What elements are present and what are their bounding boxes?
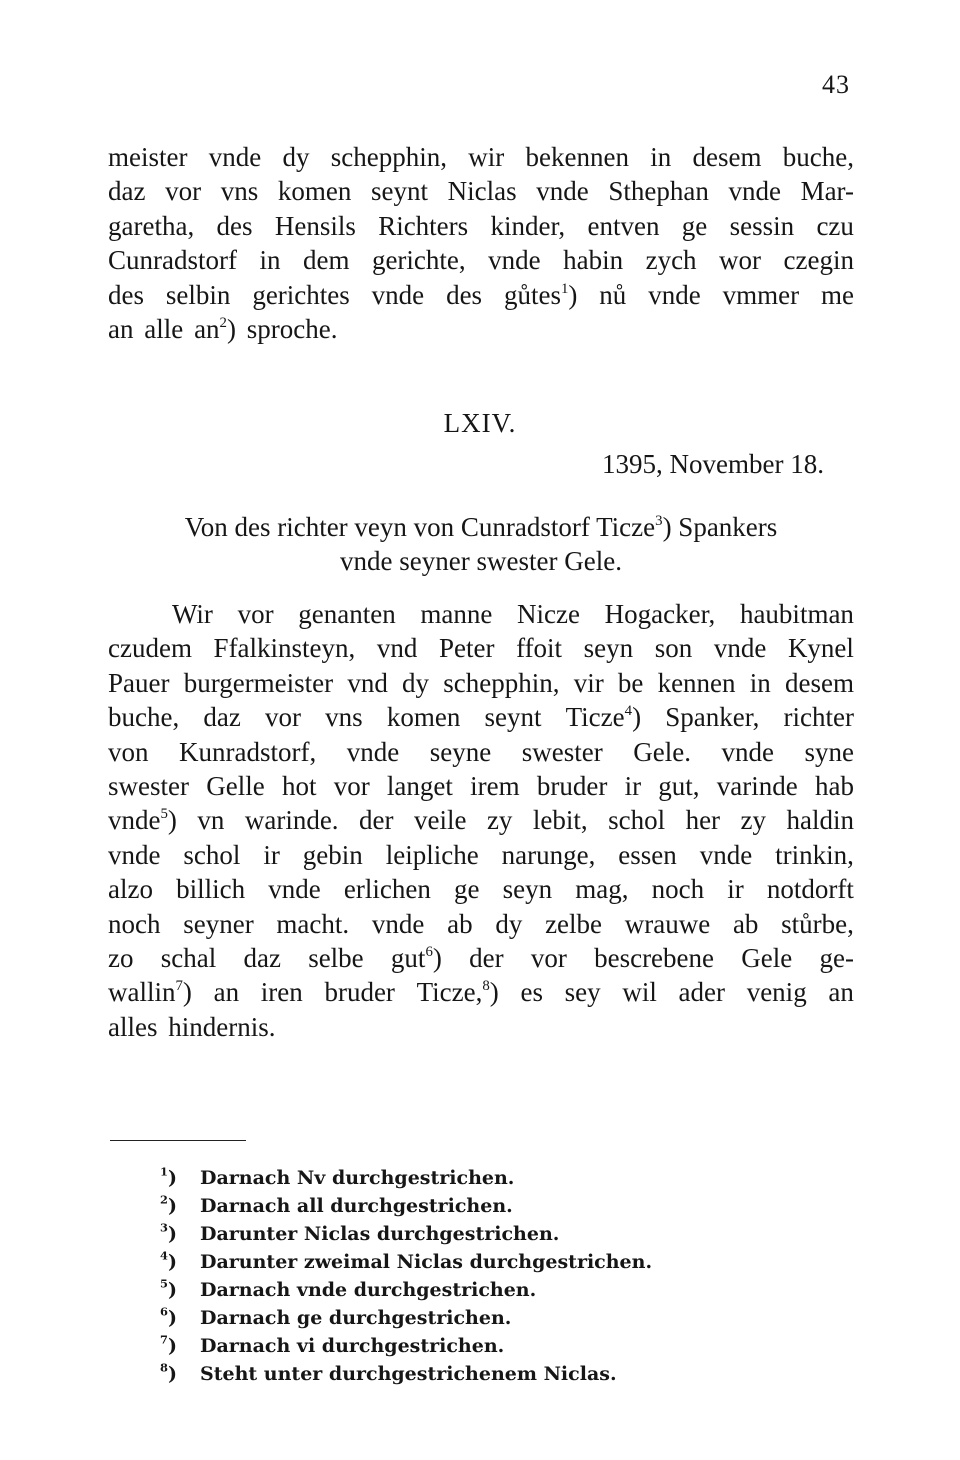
word: venig	[746, 977, 807, 1008]
word: zych	[645, 245, 697, 276]
word: Pauer	[108, 667, 170, 698]
word: narunge,	[501, 839, 596, 870]
word: vnde	[713, 633, 767, 664]
text-line	[108, 666, 854, 700]
word: vnde	[268, 874, 321, 905]
word: vnde	[536, 176, 589, 207]
word: langet	[386, 770, 453, 801]
word: sproche.	[246, 313, 338, 344]
word: wir	[468, 142, 505, 172]
text-line	[108, 631, 854, 665]
word: ge-	[819, 942, 854, 973]
word: macht.	[276, 908, 350, 939]
footnote	[160, 1332, 652, 1360]
word: Wir	[172, 599, 213, 629]
text-line	[108, 975, 854, 1009]
paragraph-2	[108, 597, 854, 1044]
word: gut$^6$)	[390, 942, 442, 973]
word: $an^2$)	[194, 313, 236, 344]
word: daz	[203, 702, 241, 733]
word: komen	[277, 176, 352, 207]
text-line	[108, 243, 854, 277]
word: Gelle	[206, 770, 265, 801]
word: Nicze	[517, 599, 580, 629]
word: lebit,	[532, 805, 588, 836]
word: ge	[453, 874, 480, 905]
word: dy	[282, 142, 310, 172]
word: vnde	[648, 279, 701, 310]
word: vnde	[208, 142, 262, 172]
word: vnde	[108, 839, 161, 870]
word: syne	[804, 736, 854, 767]
word: garetha,	[108, 210, 195, 241]
word: wor	[719, 245, 762, 276]
word: czu	[816, 210, 854, 241]
footnote-text: Darnach Nv durchgestrichen.	[200, 1167, 515, 1189]
word: in	[259, 245, 281, 276]
word: seynt	[484, 702, 542, 733]
word: seyner	[183, 908, 254, 939]
word: stůrbe,	[781, 908, 854, 939]
word: hot	[281, 770, 317, 801]
word: vor	[165, 176, 202, 207]
word: ir	[727, 874, 744, 905]
word: billich	[176, 874, 246, 905]
footnote-mark: $^1$)	[160, 1164, 177, 1189]
word: ab	[447, 908, 473, 939]
word: des	[446, 279, 483, 310]
word: me	[820, 279, 854, 310]
word: Cunradstorf	[108, 245, 237, 276]
word: bruder	[324, 977, 395, 1008]
word: burgermeister	[183, 667, 334, 698]
word: Ticze$^4$)	[565, 702, 642, 733]
word: von	[108, 736, 149, 767]
footnote	[160, 1304, 652, 1332]
text-line	[108, 1010, 854, 1044]
word: vnde	[721, 736, 774, 767]
word: desem	[692, 142, 762, 172]
word: seyne	[429, 736, 492, 767]
word: haldin	[786, 805, 854, 836]
text-line	[108, 838, 854, 872]
word: daz	[243, 942, 281, 973]
text-line	[108, 769, 854, 803]
heading-line-2: vnde seyner swester Gele.	[340, 546, 622, 576]
word: des	[108, 279, 144, 310]
word: ir	[624, 770, 642, 801]
word: varinde	[716, 770, 798, 801]
page-number: 43	[822, 70, 850, 99]
text-line	[108, 700, 854, 734]
word: Sthephan	[608, 176, 709, 207]
word: Peter	[438, 633, 495, 664]
word: daz	[108, 176, 146, 207]
word: notdorft	[766, 874, 854, 905]
word: swester	[521, 736, 603, 767]
footnote-mark: $^3$)	[160, 1220, 177, 1245]
word: genanten	[298, 599, 396, 629]
footnote-mark: $^4$)	[160, 1248, 177, 1273]
word: selbe	[308, 942, 364, 973]
word: vor	[530, 942, 567, 973]
word: schal	[160, 942, 217, 973]
section-heading	[108, 510, 854, 578]
word: schepphin,	[330, 142, 447, 172]
word: vnde	[699, 839, 753, 870]
footnote	[160, 1164, 652, 1192]
word: bescrebene	[594, 942, 715, 973]
word: zy	[486, 805, 513, 836]
word: leipliche	[385, 839, 479, 870]
word: zelbe	[545, 908, 603, 939]
word: vir	[573, 667, 604, 698]
word: an	[828, 977, 854, 1008]
text-line	[108, 872, 854, 906]
footnote-text: Darnach ge durchgestrichen.	[200, 1307, 512, 1329]
word: vnde	[371, 279, 425, 310]
word: Hogacker,	[604, 599, 716, 629]
footnote-text: Darnach vi durchgestrichen.	[200, 1335, 505, 1357]
word: vor	[333, 770, 370, 801]
word: Kunradstorf,	[179, 736, 317, 767]
word: hindernis.	[168, 1011, 276, 1042]
word: Gele.	[633, 736, 691, 767]
word: czudem	[108, 633, 192, 664]
word: sey	[564, 977, 601, 1008]
word: mag,	[575, 874, 629, 905]
word: noch	[651, 874, 705, 905]
word: zy	[740, 805, 767, 836]
word: veile	[413, 805, 467, 836]
word: vn	[197, 805, 225, 836]
document-date: 1395, November 18.	[602, 449, 824, 479]
footnote	[160, 1360, 652, 1388]
word: an	[213, 977, 240, 1008]
word: des	[216, 210, 253, 241]
text-line	[108, 209, 854, 243]
word: irem	[470, 770, 520, 801]
footnotes	[160, 1164, 652, 1388]
word: der	[469, 942, 504, 973]
word: alle	[144, 313, 184, 344]
word: vns	[325, 702, 363, 733]
word: vnd	[376, 633, 418, 664]
word: vnde	[488, 245, 541, 276]
word: selbin	[165, 279, 231, 310]
footnote-mark: $^8$)	[160, 1360, 177, 1385]
word: essen	[618, 839, 677, 870]
word: noch	[108, 908, 161, 939]
word: der	[359, 805, 394, 836]
footnote-text: Darunter zweimal Niclas durchgestrichen.	[200, 1251, 653, 1273]
word: ffoit	[516, 633, 563, 664]
word: gůtes$^1$)	[503, 279, 578, 310]
word: vnde	[371, 908, 425, 939]
footnote-text: Darnach all durchgestrichen.	[200, 1195, 513, 1217]
word: nů	[599, 279, 627, 310]
footnote-mark: $^6$)	[160, 1304, 177, 1329]
footnote	[160, 1276, 652, 1304]
word: her	[685, 805, 721, 836]
word: zo	[108, 942, 134, 973]
word: erlichen	[343, 874, 431, 905]
word: sessin	[729, 210, 795, 241]
footnote	[160, 1192, 652, 1220]
word: czegin	[783, 245, 854, 276]
text-line	[108, 907, 854, 941]
word: wallin$^7$)	[108, 977, 192, 1008]
word: Niclas	[447, 176, 517, 207]
footnote-mark: $^2$)	[160, 1192, 177, 1217]
word: Gele	[741, 942, 793, 973]
text-line	[108, 735, 854, 769]
footnote-text: Darunter Niclas durchgestrichen.	[200, 1223, 560, 1245]
word: kinder,	[490, 210, 566, 241]
word: Mar-	[800, 176, 854, 207]
word: in	[749, 667, 771, 698]
word: an	[108, 313, 134, 344]
footnote-text: Steht unter durchgestrichenem Niclas.	[200, 1363, 617, 1385]
word: seynt	[370, 176, 428, 207]
text-line	[108, 140, 854, 174]
word: Kynel	[787, 633, 854, 664]
text-line	[108, 312, 854, 346]
word: schepphin,	[443, 667, 560, 698]
word: richter	[783, 702, 854, 733]
heading-line-1: Von des richter veyn von Cunradstorf Ticze$^3$) Spankers	[184, 512, 778, 542]
word: buche,	[108, 702, 180, 733]
word: ir	[263, 839, 280, 870]
word: gebin	[302, 839, 363, 870]
word: Ffalkinsteyn,	[213, 633, 356, 664]
word: komen	[386, 702, 461, 733]
word: dem	[302, 245, 350, 276]
footnote-mark: $^5$)	[160, 1276, 177, 1301]
paragraph-1	[108, 140, 854, 346]
word: Ticze,$^8$)	[416, 977, 499, 1008]
footnote	[160, 1220, 652, 1248]
word: meister	[108, 142, 188, 172]
word: schol	[183, 839, 241, 870]
word: wrauwe	[624, 908, 711, 939]
text-line	[108, 278, 854, 312]
word: Spanker,	[665, 702, 760, 733]
word: son	[654, 633, 693, 664]
word: gerichtes	[252, 279, 350, 310]
word: alles	[108, 1011, 158, 1042]
word: habin	[563, 245, 624, 276]
word: gerichte,	[371, 245, 466, 276]
word: vnd	[347, 667, 388, 698]
word: manne	[420, 599, 493, 629]
word: seyn	[502, 874, 553, 905]
footnote-divider	[110, 1140, 246, 1141]
word: vnde	[728, 176, 781, 207]
text-line	[108, 803, 854, 837]
word: vmmer	[722, 279, 800, 310]
word: haubitman	[739, 599, 854, 629]
word: buche,	[782, 142, 854, 172]
word: Hensils	[274, 210, 356, 241]
word: desem	[784, 667, 854, 698]
word: ader	[678, 977, 726, 1008]
word: vor	[237, 599, 274, 629]
word: swester	[108, 770, 189, 801]
word: es	[520, 977, 543, 1008]
word: bruder	[536, 770, 608, 801]
word: be	[617, 667, 644, 698]
word: vnde	[346, 736, 400, 767]
word: gut,	[658, 770, 700, 801]
word: schol	[608, 805, 666, 836]
word: ab	[732, 908, 759, 939]
footnote	[160, 1248, 652, 1276]
word: vnde$^5$)	[108, 805, 177, 836]
word: ge	[681, 210, 708, 241]
text-line	[108, 174, 854, 208]
section-number: LXIV.	[443, 408, 517, 438]
word: vor	[265, 702, 301, 733]
word: Richters	[378, 210, 469, 241]
text-line	[108, 941, 854, 975]
word: hab	[815, 770, 854, 801]
word: seyn	[583, 633, 634, 664]
word: warinde.	[244, 805, 339, 836]
word: bekennen	[525, 142, 629, 172]
footnote-mark: $^7$)	[160, 1332, 177, 1357]
word: dy	[402, 667, 430, 698]
word: alzo	[108, 874, 153, 905]
word: kennen	[657, 667, 736, 698]
word: in	[650, 142, 672, 172]
word: entven	[587, 210, 660, 241]
word: trinkin,	[775, 839, 854, 870]
word: wil	[622, 977, 657, 1008]
word: vns	[220, 176, 259, 207]
word: iren	[260, 977, 303, 1008]
text-line	[108, 597, 854, 631]
footnote-text: Darnach vnde durchgestrichen.	[200, 1279, 537, 1301]
word: dy	[495, 908, 523, 939]
